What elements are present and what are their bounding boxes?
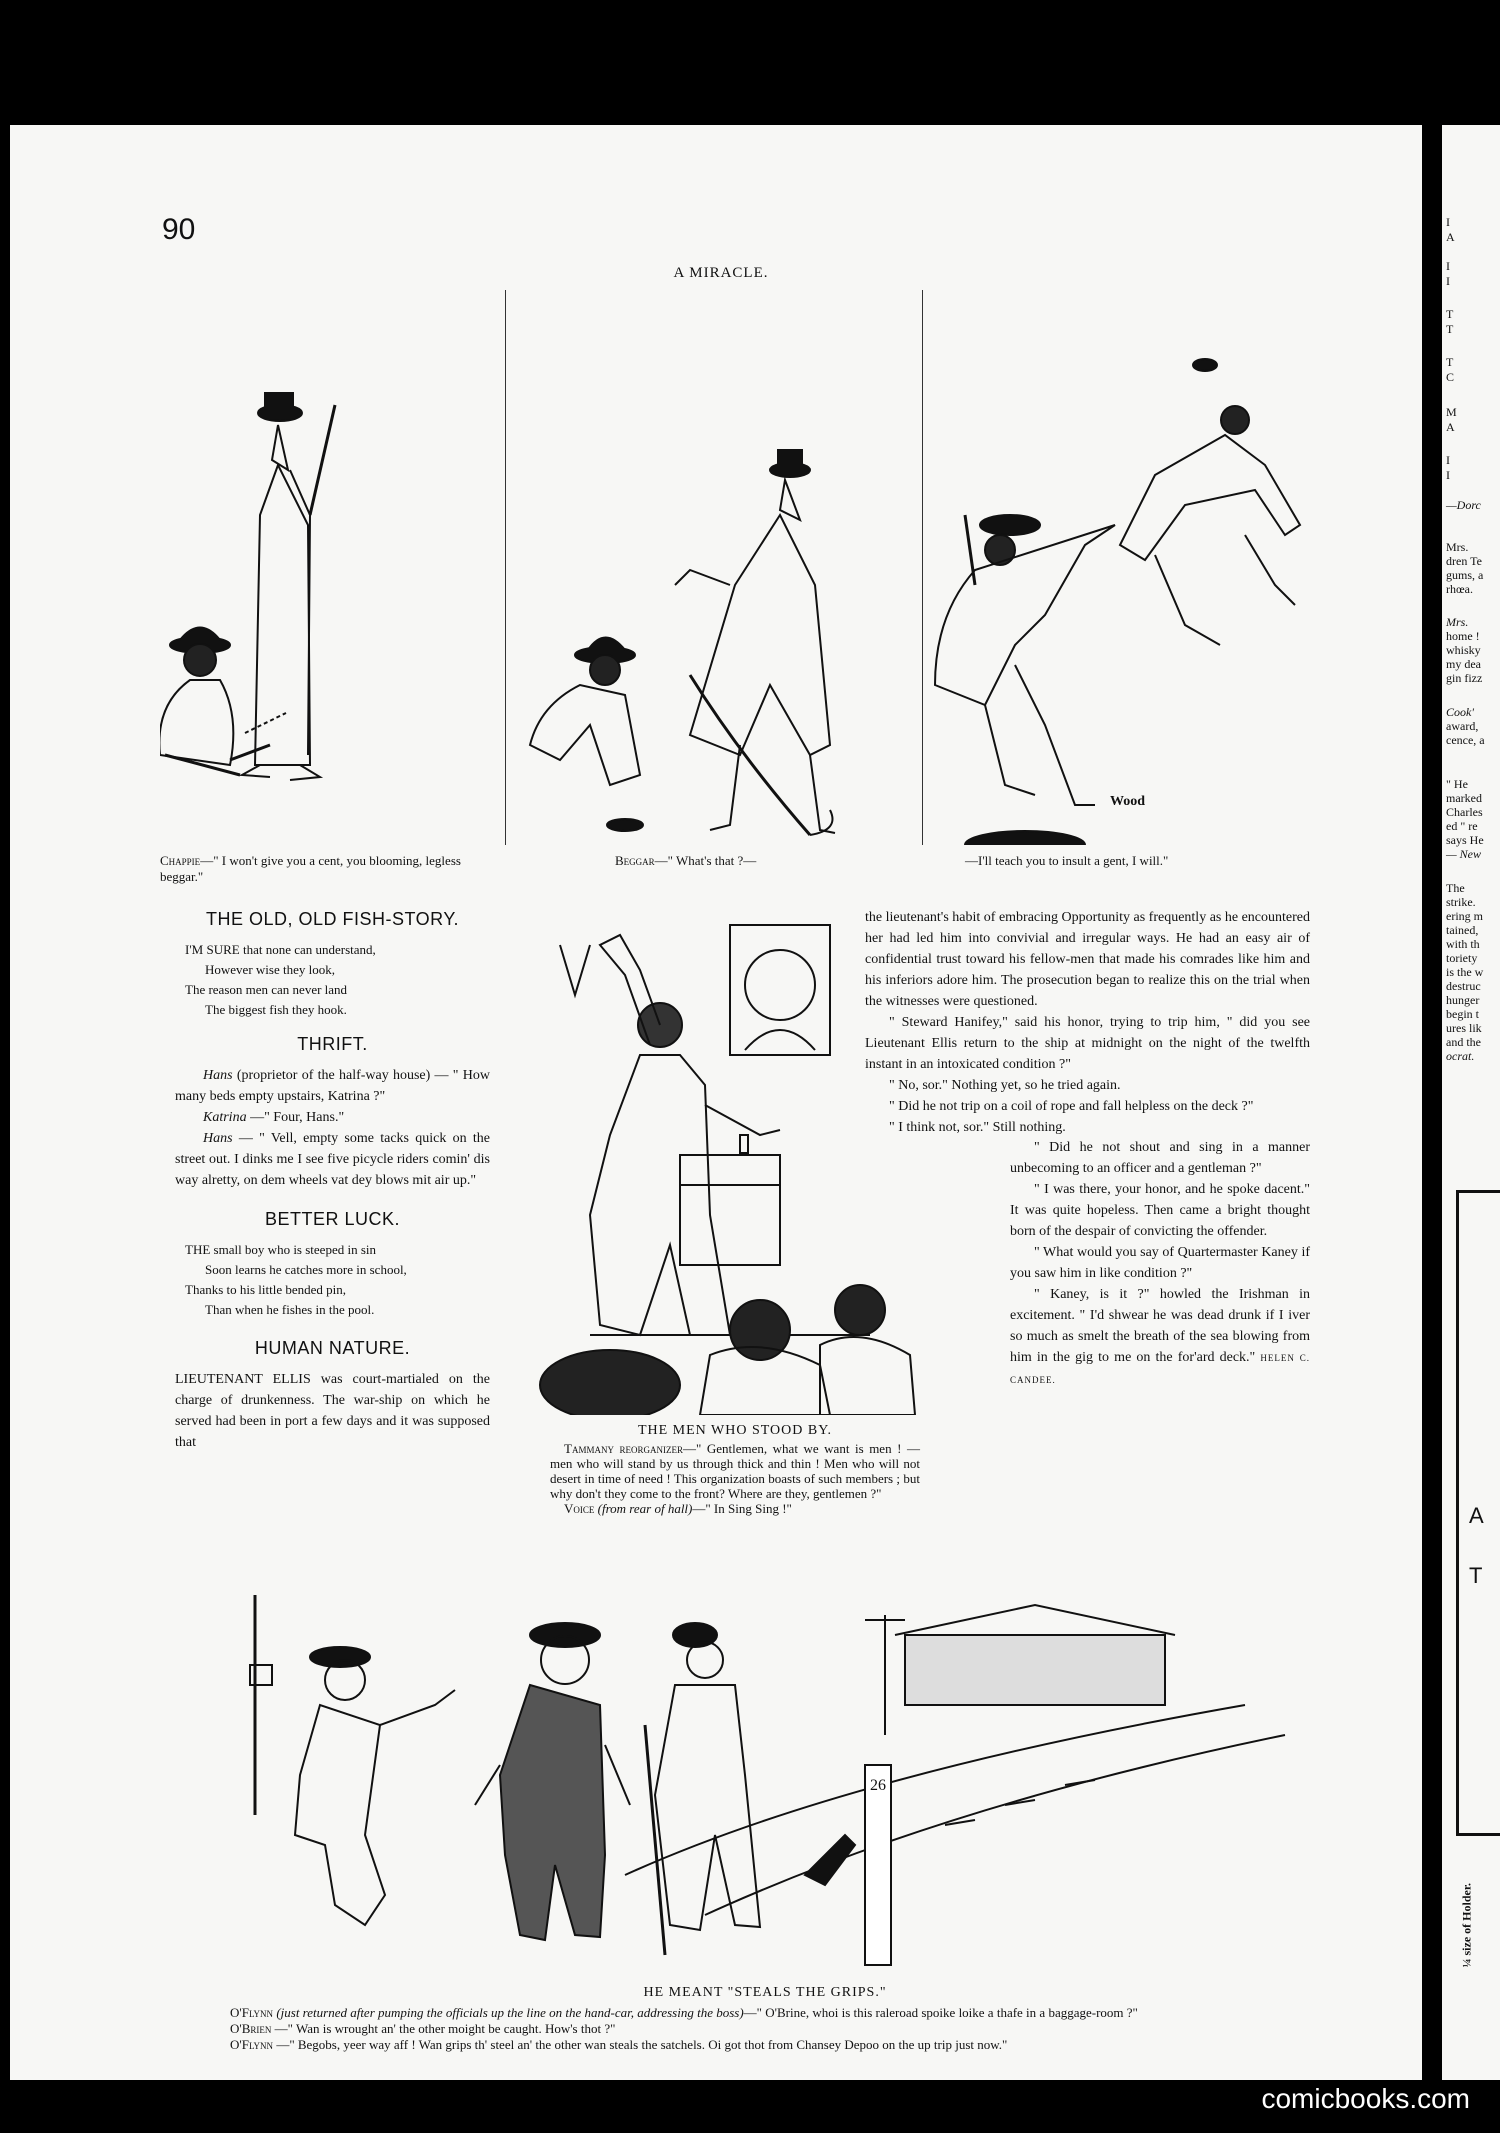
text-fragment: — New (1446, 847, 1482, 861)
verse-line: I'M SURE that none can understand, (185, 942, 376, 957)
story-paragraph (1010, 1284, 1310, 1391)
text-fragment: hunger (1446, 993, 1480, 1007)
left-column (175, 895, 490, 1453)
holder-size-label: ¼ size of Holder. (1459, 1882, 1474, 1968)
text-fragment: is the w (1446, 965, 1484, 979)
fish-story-title: THE OLD, OLD FISH-STORY. (205, 909, 460, 929)
men-who-stood-by-caption (550, 1423, 920, 1516)
advertisement-border (1456, 1190, 1500, 1836)
beggar-kicks-chappie-illustration (925, 285, 1345, 845)
text-fragment: with th (1446, 937, 1480, 951)
text-fragment: A (1446, 420, 1455, 434)
speaker-name: Hans (203, 1068, 233, 1083)
paragraph-text: — " Vell, empty some tacks quick on the street out. I dinks me I see five picycle riders comin' dis way alretty, on dem wheels vat dey blows mit air up." (175, 1131, 490, 1188)
text-fragment: Charles (1446, 805, 1483, 819)
panel-divider (505, 290, 506, 845)
right-column-lower (1010, 1137, 1310, 1391)
story-paragraph: " What would you say of Quartermaster Kaney if you saw him in like condition ?" (1010, 1245, 1310, 1281)
caption-3 (965, 853, 1305, 869)
text-fragment: tained, (1446, 923, 1479, 937)
ad-letter: A (1469, 1503, 1484, 1528)
text-fragment: and the (1446, 1035, 1481, 1049)
better-luck-title: BETTER LUCK. (264, 1209, 401, 1229)
magazine-page (10, 125, 1432, 2080)
speaker-name: Voice (564, 1501, 595, 1516)
thrift-paragraph (175, 1128, 490, 1191)
verse-line: THE small boy who is steeped in sin (185, 1242, 377, 1257)
story-paragraph: " Did he not trip on a coil of rope and fall helpless on the deck ?" (889, 1099, 1254, 1114)
text-fragment: " He (1446, 777, 1468, 791)
story-paragraph: the lieutenant's habit of embracing Opportunity as frequently as he encountered her had led him into convivial and irregular ways. He had an easy air of confidential trust toward his fellow-men that made his comrades like him and his inferiors adore him. The prosecution began to realize this on the trial when the witnesses were questioned. (865, 910, 1310, 1009)
speaker-aside: (from rear of hall) (597, 1501, 693, 1516)
story-paragraph: " I was there, your honor, and he spoke dacent." It was quite hopeless. Then came a bright thought born of the despair of convicting the offender. (1010, 1182, 1310, 1239)
artist-signature: Wood (1110, 794, 1146, 809)
text-fragment: T (1446, 307, 1454, 321)
speaker-name: Hans (203, 1131, 233, 1146)
verse-line: Than when he fishes in the pool. (205, 1302, 375, 1317)
fish-story-verse (175, 940, 490, 1020)
paragraph-text: (proprietor of the half-way house) — " How many beds empty upstairs, Katrina ?" (175, 1068, 490, 1104)
caption-line (210, 2005, 1320, 2021)
caption-3-text: —I'll teach you to insult a gent, I will." (965, 853, 1169, 868)
railroad-illustration (245, 1575, 1305, 1980)
caption-text: —" Begobs, yeer way aff ! Wan grips th' steel an' the other wan steals the satchels. Oi got thot from Chansey Depoo on the up trip just now." (276, 2037, 1008, 2052)
story-paragraph: " No, sor." Nothing yet, so he tried again. (889, 1078, 1121, 1093)
caption-1 (160, 853, 495, 885)
text-fragment: rhœa. (1446, 582, 1473, 596)
panel-divider (922, 290, 923, 845)
mile-post-number: 26 (870, 1777, 886, 1794)
caption-2-speaker: Beggar (615, 853, 655, 868)
paragraph-text: —" Four, Hans." (246, 1110, 345, 1125)
story-paragraph: " Did he not shout and sing in a manner unbecoming to an officer and a gentleman ?" (1010, 1140, 1310, 1176)
text-fragment: cence, a (1446, 733, 1485, 747)
text-fragment: home ! (1446, 629, 1480, 643)
caption-line (210, 2037, 1320, 2053)
page-number: 90 (162, 213, 196, 246)
text-fragment: A (1446, 230, 1455, 244)
text-fragment: T (1446, 322, 1454, 336)
text-fragment: strike. (1446, 895, 1476, 909)
verse-line: However wise they look, (205, 962, 335, 977)
text-fragment: begin t (1446, 1007, 1479, 1021)
chappie-and-beggar-illustration (160, 285, 500, 845)
caption-paragraph (550, 1441, 920, 1501)
text-fragment: gums, a (1446, 568, 1484, 582)
page-gutter (1422, 115, 1432, 2080)
text-fragment: ures lik (1446, 1021, 1482, 1035)
comic-panel-1 (160, 285, 500, 845)
caption-text: —" O'Brine, whoi is this raleroad spoike loike a thafe in a baggage-room ?" (743, 2005, 1138, 2020)
verse-line: Thanks to his little bended pin, (185, 1282, 347, 1297)
text-fragment: my dea (1446, 657, 1481, 671)
human-nature-title: HUMAN NATURE. (254, 1338, 411, 1358)
text-fragment: I (1446, 468, 1450, 482)
speaker-name: Katrina (203, 1110, 247, 1125)
caption-text: —" Wan is wrought an' the other moight be caught. How's thot ?" (274, 2021, 616, 2036)
verse-line: Soon learns he catches more in school, (205, 1262, 407, 1277)
speaker-name: O'Brien (230, 2021, 272, 2036)
caption-1-text: —" I won't give you a cent, you blooming, legless beggar." (160, 853, 461, 884)
text-fragment: marked (1446, 791, 1482, 805)
caption-2 (615, 853, 895, 869)
text-fragment: Cook' (1446, 705, 1474, 719)
text-fragment: award, (1446, 719, 1479, 733)
text-fragment: M (1446, 405, 1457, 419)
thrift-paragraph (175, 1107, 490, 1128)
speaker-aside: (just returned after pumping the officials up the line on the hand-car, addressing the boss) (276, 2005, 744, 2020)
story-paragraph: " I think not, sor." Still nothing. (889, 1120, 1066, 1135)
verse-line: The reason men can never land (185, 982, 348, 997)
watermark: comicbooks.com (1261, 2083, 1470, 2114)
verse-line: The biggest fish they hook. (205, 1002, 347, 1017)
comic-panel-2 (510, 285, 920, 845)
text-fragment: gin fizz (1446, 671, 1483, 685)
text-fragment: toriety (1446, 951, 1478, 965)
caption-1-speaker: Chappie (160, 853, 201, 868)
text-fragment: ocrat. (1446, 1049, 1475, 1063)
text-fragment: ering m (1446, 909, 1483, 923)
illustration-title: HE MEANT "STEALS THE GRIPS." (643, 1985, 887, 2000)
caption-line (210, 2021, 1320, 2037)
illustration-title: THE MEN WHO STOOD BY. (637, 1423, 833, 1438)
caption-paragraph (550, 1501, 920, 1516)
thrift-title: THRIFT. (297, 1034, 368, 1054)
railroad-workers-drawing (245, 1575, 1305, 1980)
speaker-name: Tammany reorganizer (564, 1441, 683, 1456)
caption-text: —" In Sing Sing !" (692, 1501, 792, 1516)
text-fragment: Mrs. (1446, 615, 1469, 629)
caption-2-text: —" What's that ?— (654, 853, 757, 868)
text-fragment: I (1446, 259, 1450, 273)
ad-letter: T (1469, 1563, 1483, 1588)
text-fragment: ed " re (1446, 819, 1478, 833)
text-fragment: I (1446, 274, 1450, 288)
human-nature-intro: LIEUTENANT ELLIS was court-martialed on the charge of drunkenness. The war-ship on which he served had been in port a few days and it was supposed that (175, 1372, 490, 1450)
text-fragment: The (1446, 881, 1465, 895)
better-luck-verse (175, 1240, 490, 1320)
text-fragment: whisky (1446, 643, 1481, 657)
text-fragment: I (1446, 453, 1450, 467)
text-fragment: I (1446, 215, 1450, 229)
text-fragment: T (1446, 355, 1454, 369)
text-fragment: —Dorc (1446, 498, 1481, 512)
author-credit: HELEN C. CANDEE. (1010, 1353, 1310, 1385)
text-fragment: dren Te (1446, 554, 1482, 568)
text-fragment: says He (1446, 833, 1484, 847)
comic-panel-3 (925, 285, 1345, 845)
thrift-paragraph (175, 1065, 490, 1107)
caption-text: —" Gentlemen, what we want is men ! — men who will stand by us through thick and thin ! Men who will not desert in time of need ! This organization boasts of such members ; but why don't they come to the front? Where are they, gentlemen ?" (550, 1441, 920, 1501)
story-paragraph: " Steward Hanifey," said his honor, trying to trip him, " did you see Lieutenant Ellis return to the ship at midnight on the night of the twelfth instant in an intoxicated condition ?" (865, 1015, 1310, 1072)
paragraph-text: " Kaney, is it ?" howled the Irishman in excitement. " I'd shwear he was dead drunk if I iver so much as smelt the breath of the sea blowing from him in the gig to me on the for'ard deck." (1010, 1287, 1310, 1365)
speaker-name: O'Flynn (230, 2005, 274, 2020)
beggar-stands-up-illustration (510, 285, 920, 845)
text-fragment: Mrs. (1446, 540, 1469, 554)
text-fragment: destruc (1446, 979, 1481, 993)
railroad-caption (210, 1985, 1320, 2053)
adjacent-page-edge (1442, 125, 1500, 2080)
speaker-name: O'Flynn (230, 2037, 274, 2052)
text-fragment: C (1446, 370, 1455, 384)
running-head: A MIRACLE. (673, 265, 769, 281)
right-column (865, 907, 1310, 1138)
